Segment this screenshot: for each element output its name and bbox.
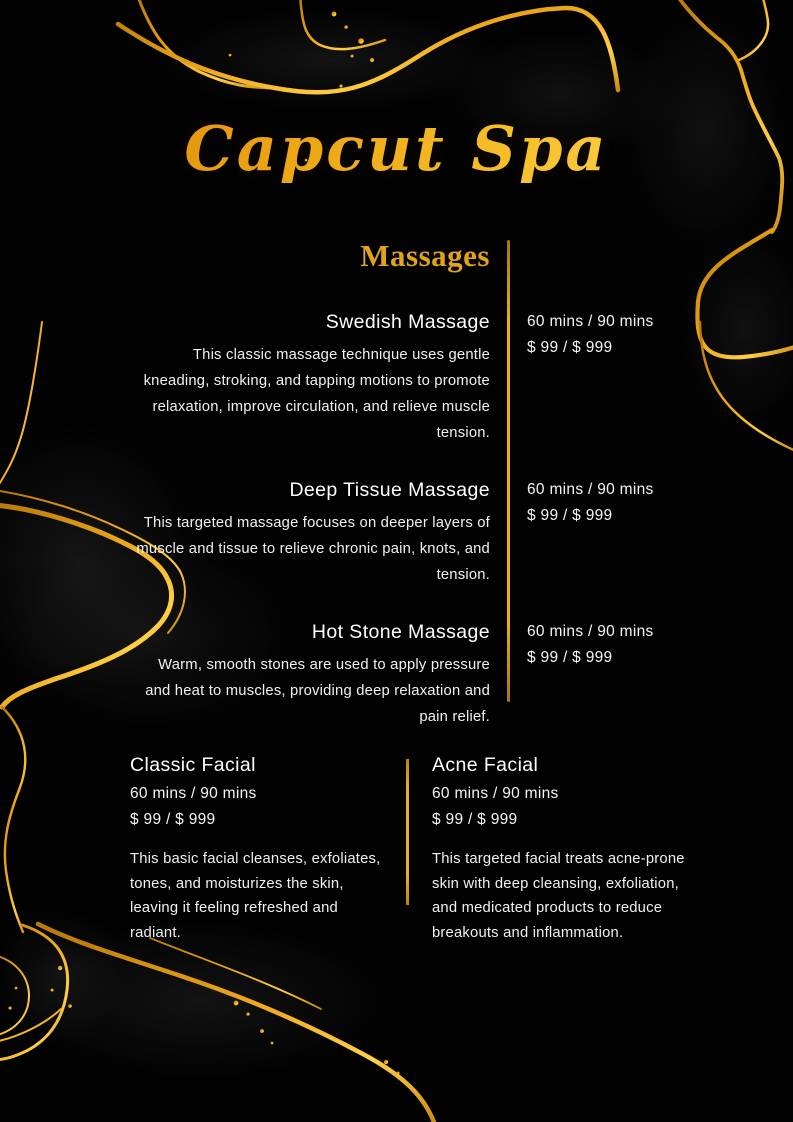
facials-section — [130, 752, 690, 945]
facial-item-classic — [130, 752, 388, 945]
massage-pricing — [527, 308, 654, 446]
massage-duration: 60 mins / 90 mins — [527, 313, 654, 330]
massage-price: $ 99 / $ 999 — [527, 649, 613, 666]
facial-price: $ 99 / $ 999 — [432, 811, 518, 828]
massage-name: Deep Tissue Massage — [289, 479, 490, 501]
facial-duration: 60 mins / 90 mins — [432, 785, 559, 802]
massage-name: Hot Stone Massage — [311, 621, 490, 643]
facial-description: This basic facial cleanses, exfoliates, tones, and moisturizes the skin, leaving it feeling refreshed and radiant. — [130, 851, 381, 941]
massage-info — [130, 618, 490, 730]
massage-duration: 60 mins / 90 mins — [527, 623, 654, 640]
massage-price: $ 99 / $ 999 — [527, 339, 613, 356]
facial-duration: 60 mins / 90 mins — [130, 785, 257, 802]
facials-divider — [406, 759, 409, 905]
massage-pricing — [527, 476, 654, 588]
massages-divider — [507, 240, 510, 702]
massage-item-hot-stone — [130, 618, 690, 730]
massages-section — [130, 238, 690, 760]
facial-name: Acne Facial — [432, 754, 539, 776]
massage-item-swedish — [130, 308, 690, 446]
massage-info — [130, 308, 490, 446]
massage-price: $ 99 / $ 999 — [527, 507, 613, 524]
facial-name: Classic Facial — [130, 754, 256, 776]
massage-duration: 60 mins / 90 mins — [527, 481, 654, 498]
massage-pricing — [527, 618, 654, 730]
spa-title: Capcut Spa — [0, 112, 793, 185]
massage-description: This classic massage technique uses gentle kneading, stroking, and tapping motions to promote relaxation, improve circulation, and relieve muscle tension. — [143, 347, 490, 441]
facial-description: This targeted facial treats acne-prone skin with deep cleansing, exfoliation, and medicated products to reduce breakouts and inflammation. — [432, 851, 685, 941]
massage-description: Warm, smooth stones are used to apply pressure and heat to muscles, providing deep relaxation and pain relief. — [145, 657, 490, 725]
massage-description: This targeted massage focuses on deeper layers of muscle and tissue to relieve chronic pain, knots, and tension. — [136, 515, 490, 583]
massage-name: Swedish Massage — [325, 311, 490, 333]
massages-heading: Massages — [360, 238, 490, 273]
massage-info — [130, 476, 490, 588]
facial-price: $ 99 / $ 999 — [130, 811, 216, 828]
massage-item-deep-tissue — [130, 476, 690, 588]
facial-item-acne — [432, 752, 690, 945]
